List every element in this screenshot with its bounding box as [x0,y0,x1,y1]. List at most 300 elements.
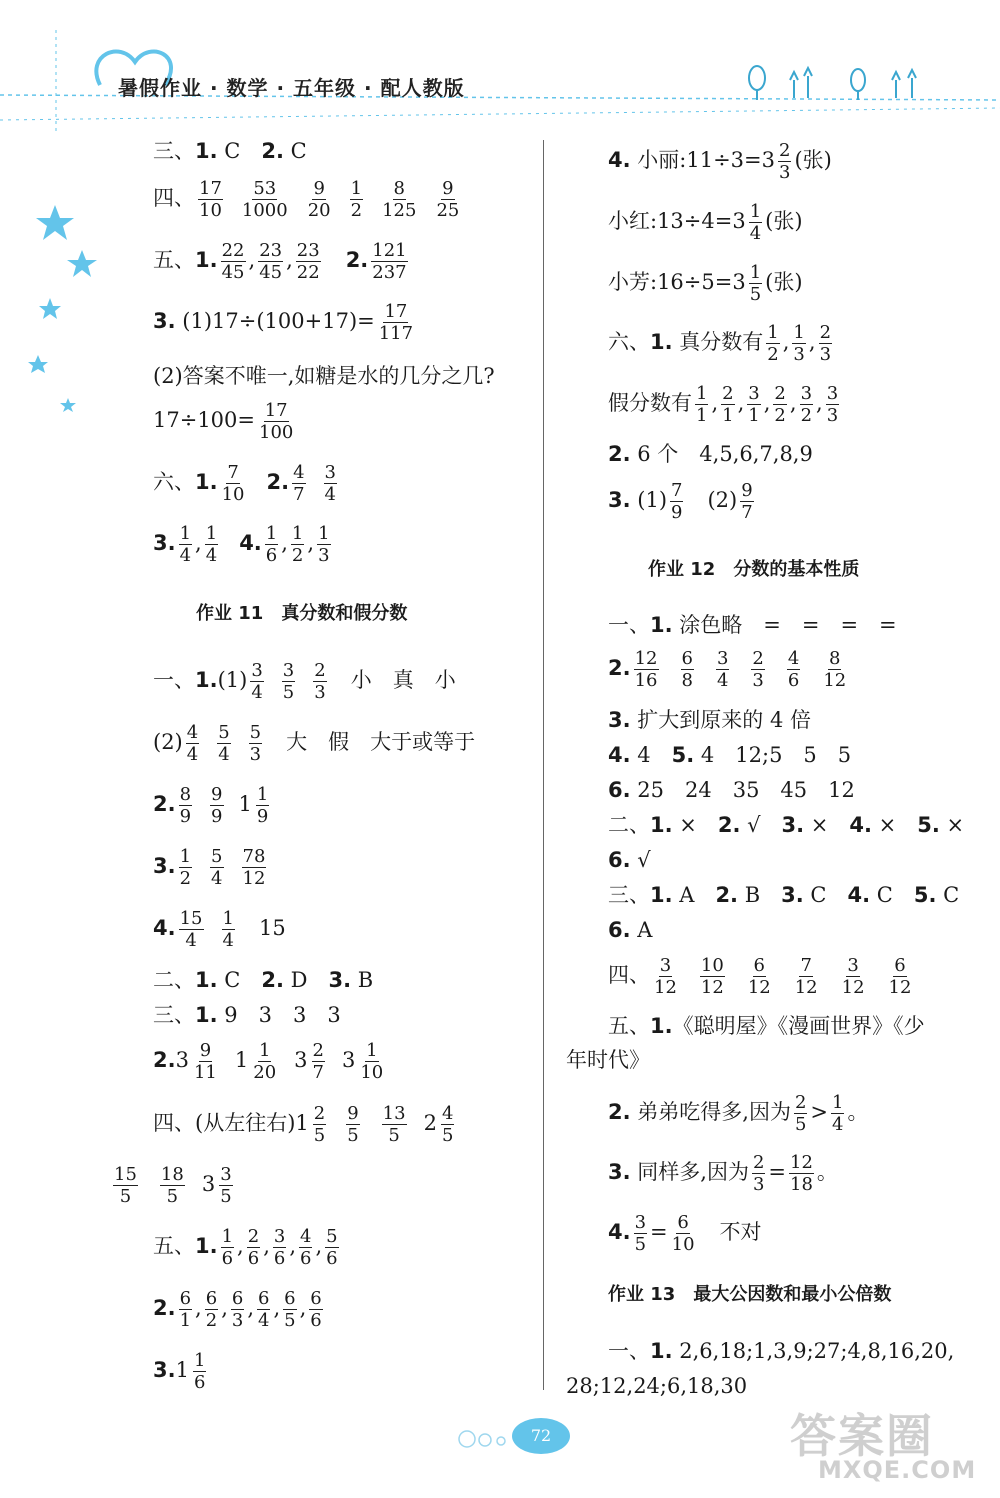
fraction [291,523,304,566]
fraction-denominator: 18 [790,1174,813,1195]
fraction-denominator: 1 [722,405,734,426]
fraction-denominator: 16 [634,670,658,691]
fraction-denominator: 20 [307,200,331,221]
fraction [210,846,223,889]
line-a6: 二、1. C 2. D 3. B [153,968,374,992]
line-b7: 6. √ [608,848,651,872]
section-title-11: 作业 11 真分数和假分数 [196,603,408,624]
fraction [309,1288,322,1331]
fraction-denominator: 5 [441,1125,454,1146]
fraction [296,240,321,283]
fraction-numerator: 22 [221,240,245,261]
fraction-numerator: 3 [273,1226,286,1247]
line-b2: 2. $\frac{12}{16}$ $\frac{6}{8}$ $\frac{3}{4}$ $\frac{2}{3}$ $\frac{4}{6}$ $\frac{8}{12}$ [608,648,847,691]
fraction-numerator: 23 [296,240,320,261]
fraction [787,648,800,691]
fraction [205,1288,218,1331]
fraction [721,383,734,426]
fraction-denominator: 6 [265,545,278,566]
fraction-denominator: 5 [388,1125,400,1146]
fraction [205,523,218,566]
fraction-numerator: 9 [199,1040,212,1061]
section-title-13: 作业 13 最大公因数和最小公倍数 [608,1284,892,1305]
fraction [198,178,223,221]
fraction-numerator: 78 [242,846,266,867]
fraction-denominator: 1 [179,1310,192,1331]
fraction-numerator: 7 [227,462,239,483]
line-c2: 28;12,24;6,18,30 [566,1374,748,1398]
fraction-numerator: 2 [774,383,786,404]
fraction-numerator: 1 [205,523,218,544]
fraction-denominator: 22 [296,262,320,283]
fraction [826,383,839,426]
fraction-denominator: 45 [259,262,283,283]
line-l3: 五、1. $\frac{22}{45}$ , $\frac{23}{45}$ , $\frac{23}{22}$ 2. $\frac{121}{237}$ [153,240,407,283]
fraction [282,660,295,703]
line-r6: 2. 6 个 4,5,6,7,8,9 [608,442,813,466]
fraction [325,1226,338,1269]
fraction [186,722,199,765]
fraction-denominator: 4 [832,1114,844,1135]
fraction-denominator: 4 [716,670,729,691]
fraction-denominator: 4 [211,868,223,889]
fraction-numerator: 2 [313,1103,326,1124]
fraction-numerator: 3 [282,660,295,681]
line-l4: 3. (1)17÷(100+17)= $\frac{17}{117}$ [153,301,414,344]
fraction-numerator: 18 [160,1164,184,1185]
fraction [671,1212,696,1255]
fraction-denominator: 4 [251,682,263,703]
fraction-numerator: 9 [347,1103,359,1124]
fraction-numerator: 1 [258,1040,271,1061]
fraction [258,240,283,283]
star-icon [36,205,74,240]
fraction [378,301,414,344]
fraction [435,178,460,221]
fraction-denominator: 6 [787,670,800,691]
line-r4: 六、1. 真分数有 $\frac{1}{2}$ , $\frac{1}{3}$ , $\frac{2}{3}$ [608,322,832,365]
fraction-denominator: 2 [767,344,779,365]
fraction-numerator: 23 [259,240,283,261]
fraction-denominator: 7 [312,1062,324,1083]
line-l6: 17÷100= $\frac{17}{100}$ [153,400,294,443]
line-r5: 假分数有 $\frac{1}{1}$ , $\frac{2}{1}$ , $\frac{3}{1}$ , $\frac{2}{2}$ , $\frac{3}{2}$ , $\frac{3}{3}$ [608,383,839,426]
fraction-numerator: 53 [253,178,277,199]
fraction-denominator: 4 [186,744,199,765]
fraction-numerator: 1 [350,178,363,199]
fraction-denominator: 5 [282,682,295,703]
line-a5: 4. $\frac{15}{4}$ $\frac{1}{4}$ 15 [153,908,286,951]
fraction-numerator: 1 [749,262,762,283]
fraction-denominator: 3 [752,670,764,691]
line-b12: 年时代》 [566,1048,650,1072]
fraction-denominator: 4 [324,484,336,505]
fraction [231,1288,244,1331]
fraction-denominator: 8 [681,670,693,691]
fraction [822,648,847,691]
fraction [256,784,269,827]
fraction-numerator: 3 [800,383,813,404]
mixed-integer: 1 [234,1048,249,1072]
fraction [242,846,267,889]
fraction-denominator: 45 [221,262,245,283]
header-decoration [0,0,1000,135]
fraction-numerator: 5 [211,846,223,867]
fraction [350,178,363,221]
fraction-denominator: 117 [378,323,414,344]
column-divider [543,140,544,1390]
section-title-12: 作业 12 分数的基本性质 [648,559,860,580]
line-r2: 小红:13÷4=3 $\frac{1}{4}$ (张) [608,201,803,244]
fraction-numerator: 12 [634,648,658,669]
mixed-integer: 1 [295,1111,309,1135]
fraction [634,1212,647,1255]
fraction-numerator: 4 [186,722,199,743]
fraction-numerator: 12 [790,1152,813,1173]
line-b11: 五、1.《聪明屋》《漫画世界》《少 [608,1014,925,1038]
fraction-numerator: 1 [696,383,708,404]
fraction-denominator: 10 [199,200,222,221]
page-header [0,0,1000,135]
fraction [747,955,772,998]
line-b4: 4. 4 5. 4 12;5 5 5 [608,743,852,767]
fraction-denominator: 5 [284,1310,296,1331]
star-icon [28,355,48,373]
fraction [371,240,407,283]
line-l8: 3. $\frac{1}{4}$ , $\frac{1}{4}$ 4. $\frac{1}{6}$ , $\frac{1}{2}$ , $\frac{1}{3}$ [153,523,330,566]
fraction [794,955,819,998]
fraction-numerator: 1 [832,1092,844,1113]
fraction [441,1103,454,1146]
fraction [273,1226,286,1269]
line-a8: 2.3 $\frac{9}{11}$ 1 $\frac{1}{20}$ 3 $\frac{2}{7}$ 3 $\frac{1}{10}$ [153,1040,387,1083]
fraction-denominator: 2 [350,200,363,221]
line-a12: 2. $\frac{6}{1}$ , $\frac{6}{2}$ , $\frac{6}{3}$ , $\frac{6}{4}$ , $\frac{6}{5}$ , $\frac{6}{6}$ [153,1288,322,1331]
fraction-denominator: 4 [218,744,230,765]
line-a3: 2. $\frac{8}{9}$ $\frac{9}{9}$ 1 $\frac{1}{9}$ [153,784,272,827]
fraction-denominator: 1000 [241,200,288,221]
fraction-denominator: 2 [774,405,786,426]
fraction [313,1103,326,1146]
fraction-numerator: 3 [634,1212,647,1233]
fraction [382,1103,407,1146]
fraction-denominator: 6 [193,1372,206,1393]
fraction-numerator: 13 [382,1103,406,1124]
fraction [778,140,791,183]
fraction-numerator: 1 [749,201,762,222]
fraction-denominator: 12 [841,977,865,998]
fraction-numerator: 6 [894,955,906,976]
fraction-denominator: 5 [220,1186,232,1207]
fraction-numerator: 4 [293,462,305,483]
fraction-denominator: 12 [654,977,677,998]
fraction-numerator: 1 [256,784,269,805]
line-a9: 四、(从左往右)1 $\frac{2}{5}$ $\frac{9}{5}$ $\frac{13}{5}$ 2 $\frac{4}{5}$ [153,1103,457,1146]
mixed-number [175,1040,221,1083]
fraction-numerator: 15 [179,908,203,929]
fraction [819,322,832,365]
fraction-denominator: 100 [259,422,294,443]
fraction [766,322,779,365]
fraction-denominator: 5 [634,1234,647,1255]
fraction-denominator: 4 [185,930,197,951]
line-l2: 四、 $\frac{17}{10}$ $\frac{53}{1000}$ $\frac{9}{20}$ $\frac{1}{2}$ $\frac{8}{125}$ $\frac{9}{25}$ [153,178,460,221]
mixed-number [238,784,273,827]
fraction-denominator: 12 [888,977,912,998]
line-a7: 三、1. 9 3 3 3 [153,1003,341,1027]
fraction-numerator: 6 [231,1288,244,1309]
fraction [670,480,683,523]
fraction-numerator: 1 [793,322,805,343]
mixed-number [234,1040,280,1083]
fraction-numerator: 2 [312,1040,324,1061]
fraction [653,955,678,998]
fraction-numerator: 9 [211,784,223,805]
fraction-numerator: 1 [193,1350,206,1371]
fraction [252,1040,277,1083]
fraction-denominator: 25 [436,200,460,221]
fraction-denominator: 6 [300,1248,312,1269]
fraction [800,383,813,426]
mixed-integer: 3 [294,1048,308,1072]
fraction-denominator: 6 [273,1248,286,1269]
fraction-denominator: 2 [800,405,813,426]
fraction [700,955,725,998]
fraction [751,648,764,691]
line-b10: 四、 $\frac{3}{12}$ $\frac{10}{12}$ $\frac{6}{12}$ $\frac{7}{12}$ $\frac{3}{12}$ $\frac{6}{12}$ [608,955,912,998]
fraction-numerator: 17 [199,178,222,199]
fraction [324,462,337,505]
fraction [113,1164,138,1207]
fraction-denominator: 237 [372,262,407,283]
fraction-numerator: 9 [313,178,325,199]
fraction-numerator: 17 [384,301,408,322]
fraction-denominator: 5 [313,1125,326,1146]
fraction-denominator: 4 [258,1310,270,1331]
fraction [747,383,760,426]
fraction [307,178,332,221]
fraction [789,1152,814,1195]
fraction-numerator: 8 [179,784,192,805]
fraction [217,722,230,765]
fraction-numerator: 1 [179,846,192,867]
fraction-numerator: 6 [681,648,693,669]
line-a10 [110,1164,236,1207]
fraction-denominator: 5 [119,1186,132,1207]
fraction-numerator: 7 [671,480,683,501]
fraction-denominator: 2 [205,1310,218,1331]
fraction [634,648,659,691]
fraction [681,648,694,691]
mixed-number [294,1040,328,1083]
fraction-numerator: 3 [324,462,336,483]
fraction-denominator: 2 [291,545,304,566]
fraction [247,1226,260,1269]
fraction-numerator: 8 [829,648,841,669]
mixed-integer: 3 [175,1048,189,1072]
fraction-numerator: 1 [318,523,330,544]
fraction-denominator: 4 [205,545,218,566]
fraction-numerator: 1 [265,523,278,544]
fraction-numerator: 2 [819,322,832,343]
fraction-numerator: 4 [441,1103,454,1124]
fraction-denominator: 7 [741,502,753,523]
fraction [179,523,192,566]
fraction-numerator: 4 [787,648,800,669]
line-b5: 6. 25 24 35 45 12 [608,778,855,802]
line-l7: 六、1. $\frac{7}{10}$ 2. $\frac{4}{7}$ $\frac{3}{4}$ [153,462,336,505]
fraction-numerator: 3 [251,660,263,681]
fraction-numerator: 8 [393,178,405,199]
fraction [792,322,805,365]
watermark-url: MXQE.COM [818,1456,977,1484]
fraction [210,784,223,827]
fraction-denominator: 5 [166,1186,179,1207]
fraction-denominator: 3 [249,744,262,765]
fraction-denominator: 4 [749,223,762,244]
line-a2: (2) $\frac{4}{4}$ $\frac{5}{4}$ $\frac{5}{3}$ 大 假 大于或等于 [153,722,476,765]
page-number: 72 [512,1418,570,1454]
fraction-denominator: 10 [360,1062,384,1083]
fraction-numerator: 9 [741,480,753,501]
fraction [346,1103,359,1146]
fraction [381,178,417,221]
mixed-integer: 2 [423,1111,437,1135]
fraction [222,908,235,951]
fraction-numerator: 2 [752,648,764,669]
fraction-denominator: 6 [221,1248,234,1269]
fraction-denominator: 12 [700,977,724,998]
fraction-denominator: 9 [256,806,269,827]
fraction-numerator: 10 [700,955,724,976]
fraction-numerator: 9 [442,178,454,199]
fraction-numerator: 3 [748,383,760,404]
fraction-numerator: 7 [800,955,812,976]
fraction [219,1164,232,1207]
fraction-denominator: 3 [314,682,326,703]
fraction [831,1092,844,1135]
fraction-numerator: 4 [300,1226,312,1247]
fraction-numerator: 2 [752,1152,765,1173]
line-b3: 3. 扩大到原来的 4 倍 [608,708,811,732]
line-a1: 一、1.(1) $\frac{3}{4}$ $\frac{3}{5}$ $\frac{2}{3}$ 小 真 小 [153,660,456,703]
fraction-denominator: 11 [193,1062,217,1083]
fraction-denominator: 10 [671,1234,695,1255]
line-r1: 4. 小丽:11÷3=3 $\frac{2}{3}$ (张) [608,140,832,183]
fraction-numerator: 1 [291,523,304,544]
fraction-numerator: 17 [264,400,288,421]
fraction-denominator: 3 [231,1310,244,1331]
fraction [773,383,786,426]
fraction-denominator: 4 [222,930,234,951]
fraction-denominator: 3 [752,1174,765,1195]
fraction [160,1164,185,1207]
line-a13: 3.1 $\frac{1}{6}$ [153,1350,209,1393]
fraction [841,955,866,998]
fraction-denominator: 9 [671,502,683,523]
fraction-denominator: 125 [382,200,417,221]
mixed-number [295,1103,329,1146]
line-b15: 4. $\frac{3}{5}$ = $\frac{6}{10}$ 不对 [608,1212,762,1255]
fraction-numerator: 5 [218,722,230,743]
fraction [695,383,708,426]
fraction-numerator: 6 [284,1288,296,1309]
fraction-numerator: 6 [179,1288,192,1309]
fraction-numerator: 3 [826,383,839,404]
fraction-numerator: 2 [794,1092,807,1113]
fraction-denominator: 9 [211,806,223,827]
fraction-numerator: 15 [114,1164,137,1185]
fraction-denominator: 5 [794,1114,807,1135]
fraction-denominator: 3 [779,162,791,183]
fraction-numerator: 3 [220,1164,232,1185]
fraction-numerator: 3 [716,648,729,669]
star-icon [60,398,76,412]
fraction-denominator: 4 [179,545,192,566]
line-r3: 小芳:16÷5=3 $\frac{1}{5}$ (张) [608,262,803,305]
fraction-denominator: 3 [826,405,839,426]
fraction-numerator: 6 [205,1288,218,1309]
fraction-denominator: 1 [696,405,708,426]
line-l1: 三、1. C 2. C [153,139,307,163]
watermark-logo: 答案圈 [790,1409,934,1463]
mixed-integer: 1 [175,1358,189,1382]
fraction-denominator: 6 [247,1248,260,1269]
mixed-number [423,1103,458,1146]
fraction [752,1152,765,1195]
fraction-numerator: 5 [326,1226,338,1247]
fraction-denominator: 6 [326,1248,338,1269]
fraction [179,908,204,951]
fraction-denominator: 5 [749,284,762,305]
footer-decoration [455,1424,515,1454]
line-a4: 3. $\frac{1}{2}$ $\frac{5}{4}$ $\frac{78}{12}$ [153,846,266,889]
fraction [249,722,262,765]
fraction-numerator: 2 [247,1226,260,1247]
fraction-denominator: 9 [179,806,192,827]
fraction [317,523,330,566]
fraction [716,648,729,691]
mixed-integer: 1 [238,792,252,816]
line-r7: 3. (1) $\frac{7}{9}$ (2) $\frac{9}{7}$ [608,480,753,523]
mixed-number [341,1040,387,1083]
fraction-numerator: 1 [767,322,779,343]
fraction-denominator: 2 [179,868,192,889]
fraction-denominator: 10 [221,484,245,505]
fraction-numerator: 6 [753,955,765,976]
fraction [359,1040,384,1083]
line-b6: 二、1. × 2. √ 3. × 4. × 5. × [608,813,965,837]
fraction-denominator: 6 [310,1310,322,1331]
fraction-numerator: 1 [179,523,192,544]
line-b1: 一、1. 涂色略 = = = = [608,613,897,637]
fraction [221,240,246,283]
fraction-denominator: 12 [242,868,266,889]
fraction [313,660,326,703]
header-title: 暑假作业 · 数学 · 五年级 · 配人教版 [118,76,465,100]
fraction-denominator: 20 [253,1062,277,1083]
fraction-denominator: 3 [793,344,805,365]
fraction-numerator: 6 [258,1288,270,1309]
fraction-numerator: 1 [222,908,234,929]
fraction-numerator: 1 [366,1040,378,1061]
fraction-numerator: 3 [659,955,672,976]
star-icon [39,298,61,319]
fraction [250,660,263,703]
fraction [299,1226,312,1269]
fraction-numerator: 2 [779,140,791,161]
fraction-denominator: 5 [347,1125,359,1146]
